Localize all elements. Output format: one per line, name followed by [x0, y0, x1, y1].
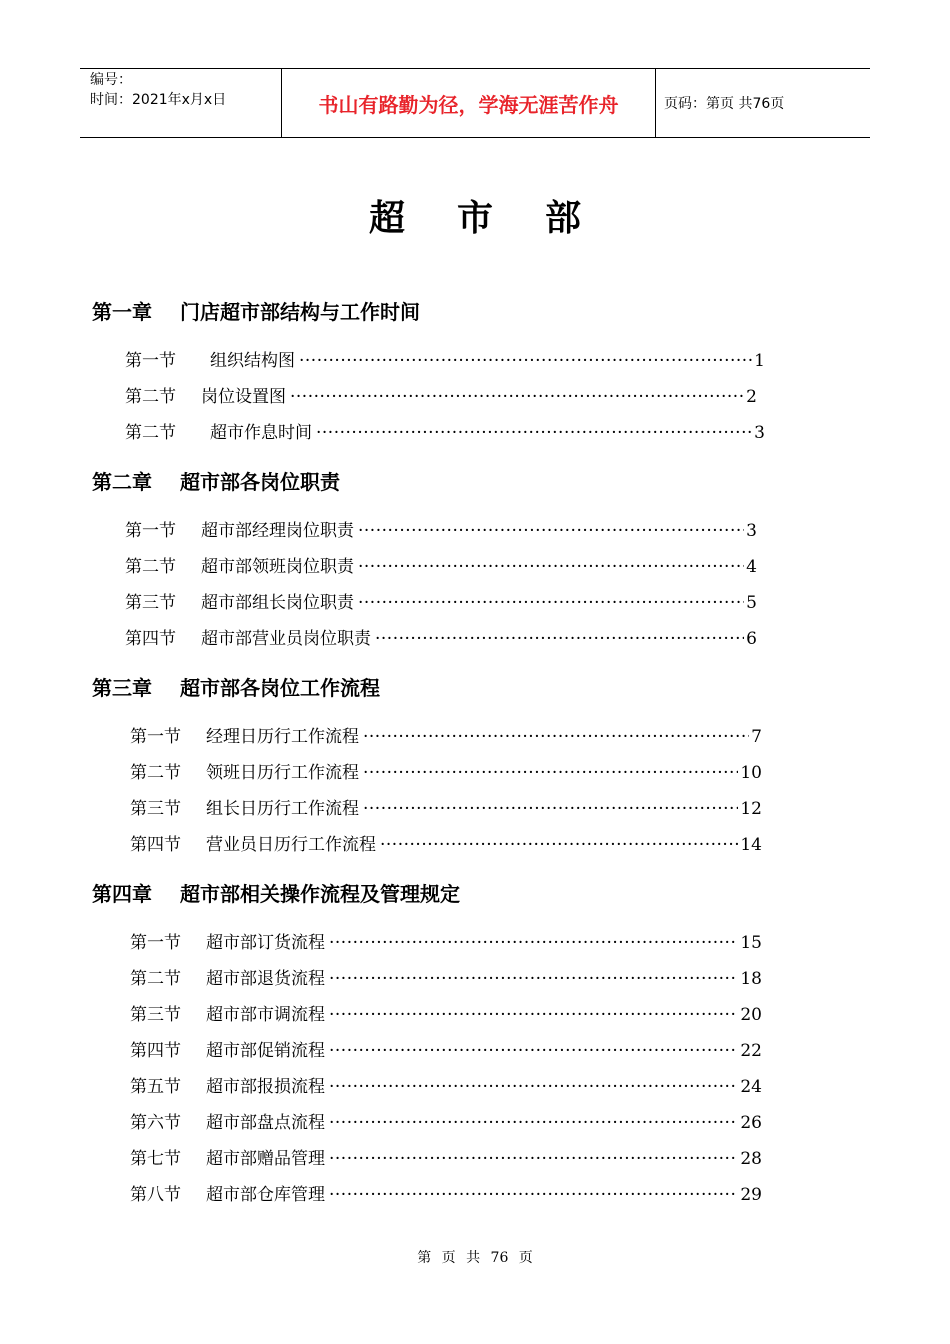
leader-dots — [329, 1077, 738, 1097]
number-label: 编号： — [90, 72, 132, 88]
page-number: 20 — [740, 1005, 762, 1025]
page-number: 12 — [740, 799, 762, 819]
chapter-heading[interactable] — [92, 672, 380, 701]
section-label: 第一节 — [130, 933, 181, 953]
section-name: 超市部盘点流程 — [206, 1113, 325, 1133]
time-label: 时间：2021年x月x日 — [90, 92, 227, 108]
toc-entry[interactable] — [130, 722, 762, 746]
leader-dots — [329, 1005, 738, 1025]
page-footer: 第 页 共 76 页 — [417, 1250, 533, 1266]
chapter-label: 第一章 — [92, 300, 152, 324]
toc-entry[interactable] — [130, 1072, 762, 1096]
leader-dots — [375, 629, 744, 649]
section-label: 第三节 — [130, 799, 181, 819]
toc-entry[interactable] — [125, 624, 757, 648]
section-name: 超市部营业员岗位职责 — [201, 629, 371, 649]
header-page-info: 页码：第页 共76页 — [664, 96, 785, 112]
section-label: 第一节 — [130, 727, 181, 747]
section-name: 营业员日历行工作流程 — [206, 835, 376, 855]
leader-dots — [358, 521, 744, 541]
section-label: 第二节 — [125, 387, 176, 407]
section-label: 第五节 — [130, 1077, 181, 1097]
page-number: 3 — [746, 521, 757, 541]
section-name: 组长日历行工作流程 — [206, 799, 359, 819]
section-name: 岗位设置图 — [201, 387, 286, 407]
leader-dots — [363, 799, 738, 819]
toc-entry[interactable] — [130, 928, 762, 952]
page-header — [80, 68, 870, 138]
section-label: 第六节 — [130, 1113, 181, 1133]
section-name: 组织结构图 — [210, 351, 295, 371]
page-number: 5 — [746, 593, 757, 613]
toc-entry[interactable] — [125, 588, 757, 612]
section-name: 超市部组长岗位职责 — [201, 593, 354, 613]
section-label: 第三节 — [125, 593, 176, 613]
section-label: 第二节 — [125, 423, 176, 443]
page-number: 1 — [754, 351, 765, 371]
page-number: 2 — [746, 387, 757, 407]
toc-entry[interactable] — [130, 964, 762, 988]
chapter-label: 第三章 — [92, 676, 152, 700]
leader-dots — [299, 351, 752, 371]
page-number: 6 — [746, 629, 757, 649]
toc-entry[interactable] — [130, 1180, 762, 1204]
toc-entry[interactable] — [130, 1108, 762, 1132]
section-label: 第二节 — [130, 969, 181, 989]
section-name: 超市部退货流程 — [206, 969, 325, 989]
leader-dots — [363, 727, 749, 747]
leader-dots — [329, 1185, 738, 1205]
leader-dots — [316, 423, 752, 443]
chapter-label: 第四章 — [92, 882, 152, 906]
chapter-title: 超市部各岗位工作流程 — [180, 676, 380, 700]
toc-entry[interactable] — [130, 758, 762, 782]
document-title: 超市部 — [368, 198, 633, 239]
section-name: 超市部仓库管理 — [206, 1185, 325, 1205]
section-label: 第七节 — [130, 1149, 181, 1169]
section-name: 超市部订货流程 — [206, 933, 325, 953]
toc-entry[interactable] — [130, 1000, 762, 1024]
page-number: 14 — [740, 835, 762, 855]
page-number: 10 — [740, 763, 762, 783]
section-label: 第八节 — [130, 1185, 181, 1205]
header-motto: 书山有路勤为径，学海无涯苦作舟 — [281, 69, 656, 137]
section-name: 超市部市调流程 — [206, 1005, 325, 1025]
leader-dots — [290, 387, 744, 407]
toc-entry[interactable] — [130, 794, 762, 818]
section-name: 经理日历行工作流程 — [206, 727, 359, 747]
leader-dots — [329, 933, 738, 953]
section-label: 第二节 — [130, 763, 181, 783]
leader-dots — [329, 969, 738, 989]
section-name: 超市作息时间 — [210, 423, 312, 443]
section-name: 超市部报损流程 — [206, 1077, 325, 1097]
toc-entry[interactable] — [130, 830, 762, 854]
toc-entry[interactable] — [125, 418, 765, 442]
section-name: 超市部促销流程 — [206, 1041, 325, 1061]
toc-entry[interactable] — [130, 1144, 762, 1168]
page-number: 29 — [740, 1185, 762, 1205]
page-number: 26 — [740, 1113, 762, 1133]
section-label: 第二节 — [125, 557, 176, 577]
toc-entry[interactable] — [125, 516, 757, 540]
leader-dots — [363, 763, 738, 783]
section-label: 第四节 — [125, 629, 176, 649]
leader-dots — [329, 1149, 738, 1169]
chapter-title: 超市部相关操作流程及管理规定 — [180, 882, 460, 906]
page-number: 18 — [740, 969, 762, 989]
leader-dots — [380, 835, 738, 855]
leader-dots — [358, 593, 744, 613]
chapter-title: 门店超市部结构与工作时间 — [180, 300, 420, 324]
page-number: 15 — [740, 933, 762, 953]
toc-entry[interactable] — [125, 382, 757, 406]
section-label: 第四节 — [130, 835, 181, 855]
header-meta — [80, 69, 280, 137]
section-name: 超市部经理岗位职责 — [201, 521, 354, 541]
toc-entry[interactable] — [125, 552, 757, 576]
toc-entry[interactable] — [130, 1036, 762, 1060]
section-name: 领班日历行工作流程 — [206, 763, 359, 783]
page-number: 4 — [746, 557, 757, 577]
section-label: 第三节 — [130, 1005, 181, 1025]
page-number: 22 — [740, 1041, 762, 1061]
leader-dots — [358, 557, 744, 577]
section-label: 第四节 — [130, 1041, 181, 1061]
page-number: 24 — [740, 1077, 762, 1097]
leader-dots — [329, 1113, 738, 1133]
section-label: 第一节 — [125, 521, 176, 541]
section-name: 超市部赠品管理 — [206, 1149, 325, 1169]
section-label: 第一节 — [125, 351, 176, 371]
page-number: 7 — [751, 727, 762, 747]
leader-dots — [329, 1041, 738, 1061]
section-name: 超市部领班岗位职责 — [201, 557, 354, 577]
chapter-heading[interactable] — [92, 296, 420, 325]
toc-entry[interactable] — [125, 346, 765, 370]
chapter-heading[interactable] — [92, 878, 460, 907]
chapter-title: 超市部各岗位职责 — [180, 470, 340, 494]
chapter-heading[interactable] — [92, 466, 340, 495]
page-number: 3 — [754, 423, 765, 443]
chapter-label: 第二章 — [92, 470, 152, 494]
page-number: 28 — [740, 1149, 762, 1169]
